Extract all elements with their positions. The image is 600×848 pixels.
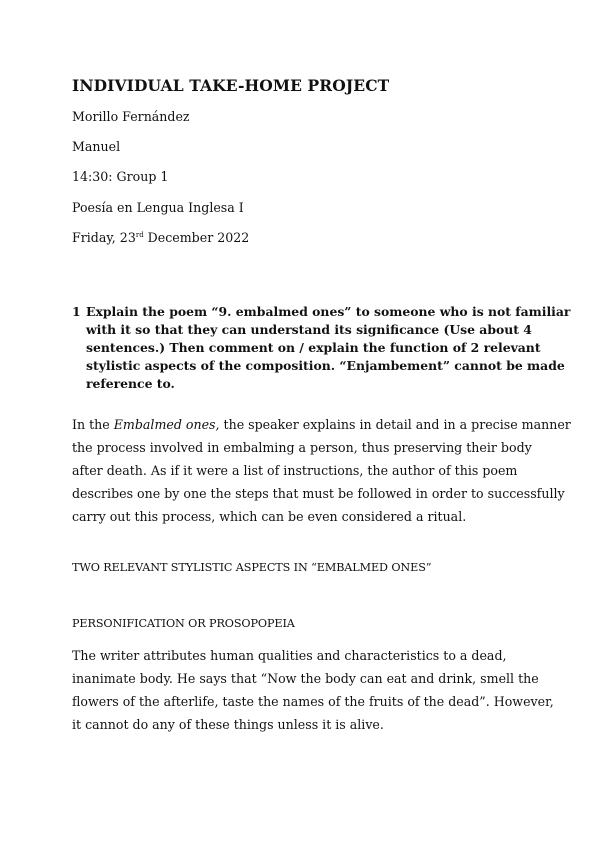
paragraph-line: after death. As if it were a list of instructions, the author of this poem: [72, 463, 518, 478]
intro-rest: the speaker explains in detail and in a precise manner: [219, 417, 571, 432]
question-number: 1: [72, 304, 81, 319]
question-line: stylistic aspects of the composition. “Enjambement” cannot be made: [86, 358, 565, 373]
poem-title: Embalmed ones,: [113, 417, 220, 432]
paragraph-line: it cannot do any of these things unless it is alive.: [72, 717, 384, 732]
paragraph-line: carry out this process, which can be even considered a ritual.: [72, 509, 467, 524]
student-group: 14:30: Group 1: [72, 169, 169, 184]
submission-date: [72, 230, 249, 245]
question-block: [72, 303, 571, 393]
paragraph-line: The writer attributes human qualities and characteristics to a dead,: [72, 648, 507, 663]
date-rest: December 2022: [143, 230, 250, 245]
student-surname: Morillo Fernández: [72, 109, 190, 124]
question-line: sentences.) Then comment on / explain the function of 2 relevant: [86, 340, 541, 355]
intro-prefix: In the: [72, 417, 114, 432]
personification-paragraph: [72, 644, 554, 736]
paragraph-line: flowers of the afterlife, taste the names of the fruits of the dead”. However,: [72, 694, 554, 709]
question-line: reference to.: [86, 376, 175, 391]
date-prefix: Friday, 23: [72, 230, 136, 245]
course-name: Poesía en Lengua Inglesa I: [72, 200, 244, 215]
paragraph-line: [72, 413, 571, 436]
paragraph-line: describes one by one the steps that must be followed in order to successfully: [72, 486, 565, 501]
question-line: Explain the poem “9. embalmed ones” to someone who is not familiar: [86, 304, 571, 319]
student-first-name: Manuel: [72, 139, 121, 154]
page-title: INDIVIDUAL TAKE-HOME PROJECT: [72, 76, 390, 95]
answer-paragraph: [72, 413, 571, 528]
date-ordinal-suffix: rd: [135, 231, 144, 239]
question-line: with it so that they can understand its significance (Use about 4: [86, 322, 532, 337]
paragraph-line: the process involved in embalming a person, thus preserving their body: [72, 440, 532, 455]
subsection-heading: PERSONIFICATION OR PROSOPOPEIA: [72, 617, 295, 630]
section-heading: TWO RELEVANT STYLISTIC ASPECTS IN “EMBALMED ONES”: [72, 561, 432, 574]
paragraph-line: inanimate body. He says that “Now the body can eat and drink, smell the: [72, 671, 539, 686]
